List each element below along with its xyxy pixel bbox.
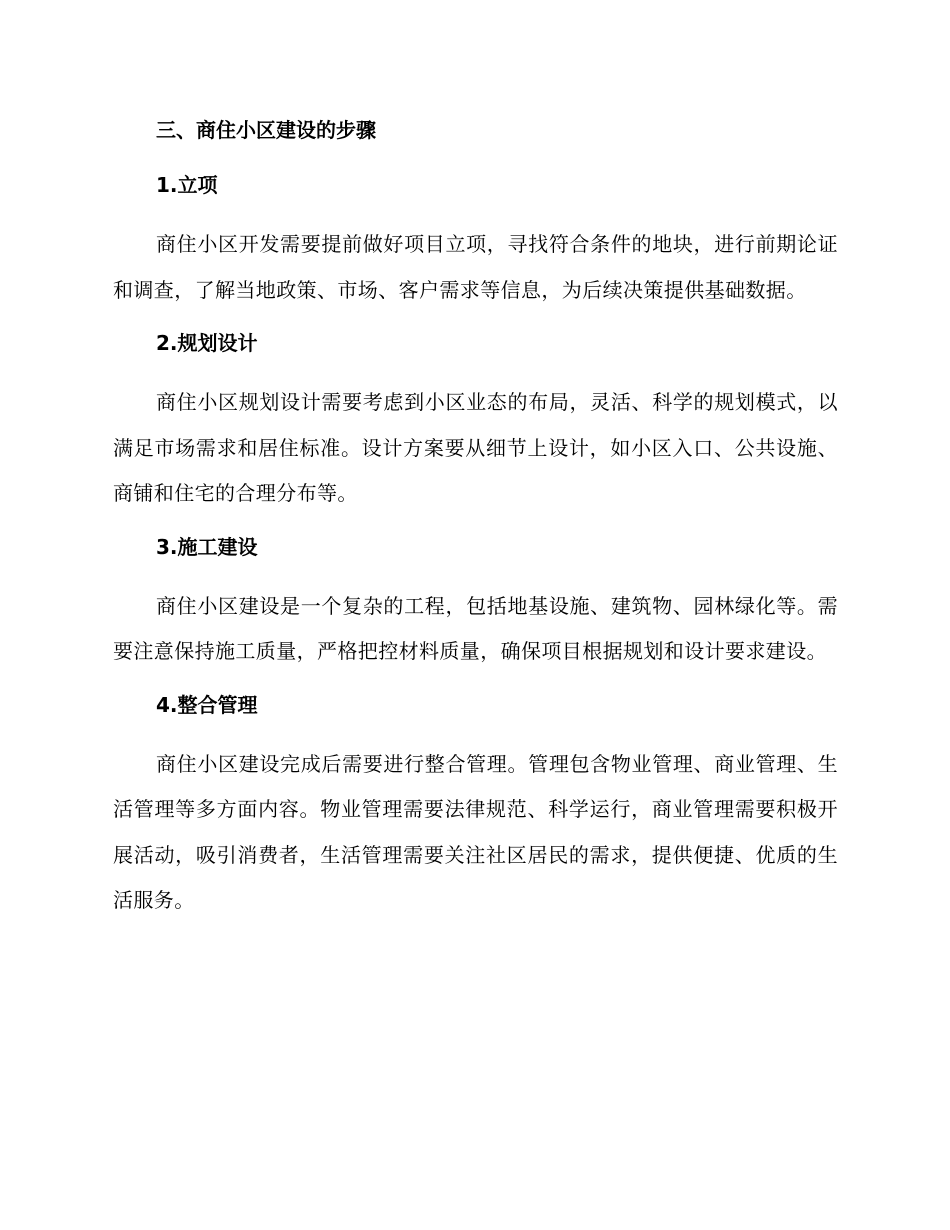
section-title-2: 2.规划设计 bbox=[156, 331, 258, 355]
document-content bbox=[113, 112, 838, 936]
section-title-3: 3.施工建设 bbox=[156, 534, 258, 559]
section-body-2: 商住小区规划设计需要考虑到小区业态的布局，灵活、科学的规划模式，以满足市场需求和居住标准。设计方案要从细节上设计，如小区入口、公共设施、商铺和住宅的合理分布等。 bbox=[113, 390, 838, 505]
chapter-heading: 三、商住小区建设的步骤 bbox=[156, 118, 376, 142]
section-title-1: 1.立项 bbox=[156, 173, 218, 197]
section-body-4: 商住小区建设完成后需要进行整合管理。管理包含物业管理、商业管理、生活管理等多方面内容。物业管理需要法律规范、科学运行，商业管理需要积极开展活动，吸引消费者，生活管理需要关注社区居民的需求，提供便捷、优质的生活服务。 bbox=[113, 751, 838, 912]
section-body-3: 商住小区建设是一个复杂的工程，包括地基设施、建筑物、园林绿化等。需要注意保持施工质量，严格把控材料质量，确保项目根据规划和设计要求建设。 bbox=[113, 593, 838, 663]
section-body-1: 商住小区开发需要提前做好项目立项，寻找符合条件的地块，进行前期论证和调查，了解当地政策、市场、客户需求等信息，为后续决策提供基础数据。 bbox=[113, 232, 838, 302]
section-title-4: 4.整合管理 bbox=[156, 692, 258, 717]
